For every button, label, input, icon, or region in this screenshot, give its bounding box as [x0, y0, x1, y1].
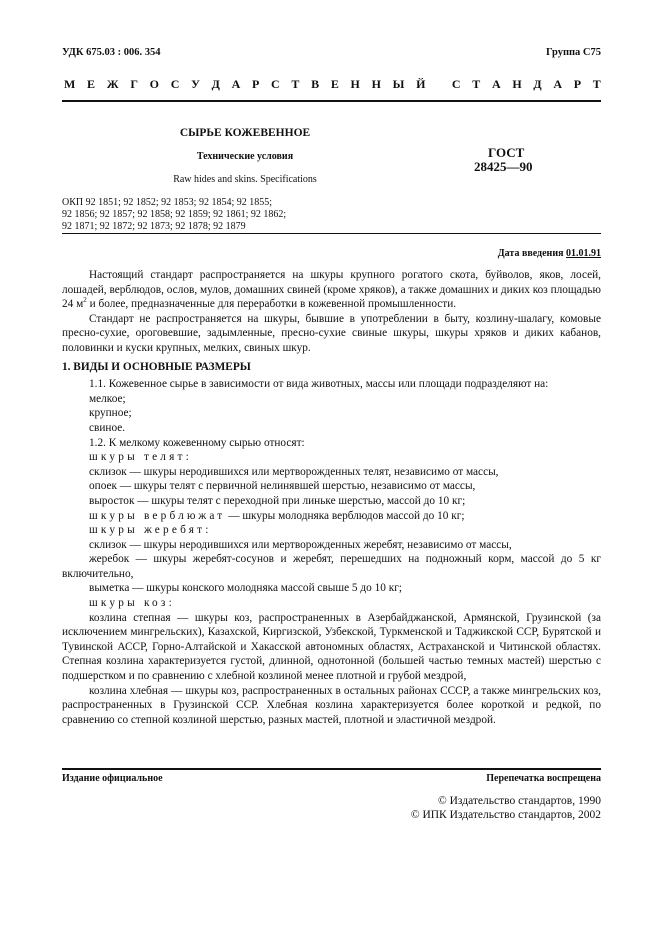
- banner-letter: В: [311, 77, 320, 91]
- banner-letter: Г: [130, 77, 138, 91]
- header-rule: [62, 100, 601, 102]
- copyright-1990: © Издательство стандартов, 1990: [437, 795, 601, 807]
- banner-letter: Т: [592, 77, 601, 91]
- document-body: [62, 268, 601, 727]
- banner-letter: Т: [472, 77, 481, 91]
- intro-paragraph: [62, 268, 601, 312]
- banner-letter: Й: [416, 77, 426, 91]
- okp-line: 92 1871; 92 1872; 92 1873; 92 1878; 92 1879: [62, 221, 246, 232]
- camel-definition: — шкуры молодняка верблюдов массой до 10 кг;: [225, 509, 465, 522]
- intro-text-part: и более, предназначенные для переработки в кожевенной промышленности.: [86, 298, 457, 311]
- banner-letter: О: [149, 77, 160, 91]
- square-superscript: 2: [83, 296, 87, 305]
- introduction-date-label: Дата введения: [497, 248, 564, 259]
- category-small: мелкое;: [89, 392, 126, 405]
- footer-rule: [62, 768, 601, 770]
- banner-letter: Н: [371, 77, 381, 91]
- banner-letter: Н: [350, 77, 360, 91]
- copyright-2002: © ИПК Издательство стандартов, 2002: [410, 809, 601, 821]
- item-opoek: опоек — шкуры телят с первичной нелинявшей шерстью, независимо от массы,: [89, 480, 476, 493]
- camel-heading: шкуры верблюжат: [89, 509, 226, 522]
- item-sklizok-foal: склизок — шкуры неродившихся или мертворожденных жеребят, независимо от массы,: [89, 538, 512, 551]
- section-heading: 1. ВИДЫ И ОСНОВНЫЕ РАЗМЕРЫ: [62, 360, 251, 373]
- banner-letter: Т: [291, 77, 300, 91]
- goats-heading: шкуры коз:: [89, 597, 175, 610]
- group-code: Группа С75: [545, 47, 601, 58]
- reprint-prohibited: Перепечатка воспрещена: [486, 773, 601, 784]
- banner-letter: Н: [512, 77, 522, 91]
- item-vymetka: выметка — шкуры конского молодняка массой свыше 5 до 10 кг;: [89, 582, 402, 595]
- intro-text-part: Настоящий стандарт распространяется на шкуры крупного рогатого скота, буйволов, яков, лосей, лошадей, верблюдов, ослов, мулов, домашних свиней (кроме хряков), а также домашних и диких коз площадью 24 м: [62, 269, 601, 311]
- item-zherebok: жеребок — шкуры жеребят-сосунов и жеребят, перешедших на подножный корм, массой до 5 кг включительно,: [62, 553, 601, 580]
- okp-line: 92 1856; 92 1857; 92 1858; 92 1859; 92 1861; 92 1862;: [62, 209, 287, 220]
- foals-heading: шкуры жеребят:: [89, 524, 212, 537]
- category-pig: свиное.: [89, 421, 126, 434]
- banner-letter: Ы: [392, 77, 405, 91]
- introduction-date: [498, 248, 601, 259]
- banner-letter: Р: [251, 77, 260, 91]
- banner-letter: Ж: [106, 77, 119, 91]
- category-large: крупное;: [89, 407, 132, 420]
- banner-letter: М: [64, 77, 76, 91]
- clause-1-1: 1.1. Кожевенное сырье в зависимости от вида животных, массы или площади подразделяют на:: [89, 378, 549, 391]
- okp-line: ОКП 92 1851; 92 1852; 92 1853; 92 1854; 92 1855;: [62, 197, 273, 208]
- title-rule: [62, 233, 601, 234]
- banner-letter: А: [553, 77, 563, 91]
- okp-codes: [62, 197, 286, 233]
- banner-letter: С: [170, 77, 180, 91]
- banner-letter: Е: [87, 77, 96, 91]
- item-kozlina-hlebnaya: козлина хлебная — шкуры коз, распространенных в остальных районах СССР, а также мингрельских коз, распространенных в Грузинской ССР. Хлебная козлина характеризуется более короткой и редкой, по сравнению со степной козлиной шерстью, разных мастей, плотной и эластичной мездрой.: [62, 684, 601, 726]
- item-camel: [62, 509, 601, 524]
- banner-letter: [437, 77, 440, 92]
- banner-letter: У: [191, 77, 200, 91]
- banner-letter: Е: [330, 77, 339, 91]
- banner-letter: Д: [211, 77, 220, 91]
- udk-code: УДК 675.03 : 006. 354: [62, 47, 161, 58]
- interstate-standard-banner: [64, 77, 601, 92]
- official-edition: Издание официальное: [62, 773, 163, 784]
- item-sklizok: склизок — шкуры неродившихся или мертворожденных телят, независимо от массы,: [89, 465, 499, 478]
- gost-label: ГОСТ: [488, 145, 525, 160]
- calves-heading: шкуры телят:: [89, 451, 192, 464]
- document-subtitle: Технические условия: [196, 151, 294, 162]
- document-title: СЫРЬЕ КОЖЕВЕННОЕ: [179, 127, 311, 139]
- gost-number: 28425—90: [474, 159, 533, 174]
- banner-letter: С: [451, 77, 461, 91]
- banner-letter: Д: [533, 77, 542, 91]
- introduction-date-value: 01.01.91: [566, 248, 601, 259]
- item-kozlina-stepnaya: козлина степная — шкуры коз, распространенных в Азербайджанской, Армянской, Грузинской (за исключением мингрельских), Казахской, Киргизской, Узбекской, Туркменской и Таджикской ССР, Бурятской и Тувинской АССР, Горно-Алтайской и Хакасской автономных областях, Астраханской и Читинской областях. Степная козлина характеризуется густой, длинной, однотонной (большей частью темных мастей) шерстью с подшерстком и по сравнению с хлебной козлиной менее плотной и грубой мездрой,: [62, 611, 601, 683]
- banner-letter: Р: [573, 77, 582, 91]
- exclusion-paragraph: Стандарт не распространяется на шкуры, бывшие в употреблении в быту, козлину-шалагу, комовые пресно-сухие, ороговевшие, задымленные, пресно-сухие свиные шкуры, шкуры хряков и диких кабанов, половинки и куски крупных, мелких, свиных шкур.: [62, 312, 601, 354]
- banner-letter: С: [271, 77, 280, 91]
- banner-letter: А: [231, 77, 241, 91]
- banner-letter: А: [491, 77, 501, 91]
- english-title: Raw hides and skins. Specifications: [173, 174, 317, 185]
- clause-1-2: 1.2. К мелкому кожевенному сырью относят:: [89, 436, 305, 449]
- item-vyrostok: выросток — шкуры телят с переходной при линьке шерстью, массой до 10 кг;: [89, 494, 466, 507]
